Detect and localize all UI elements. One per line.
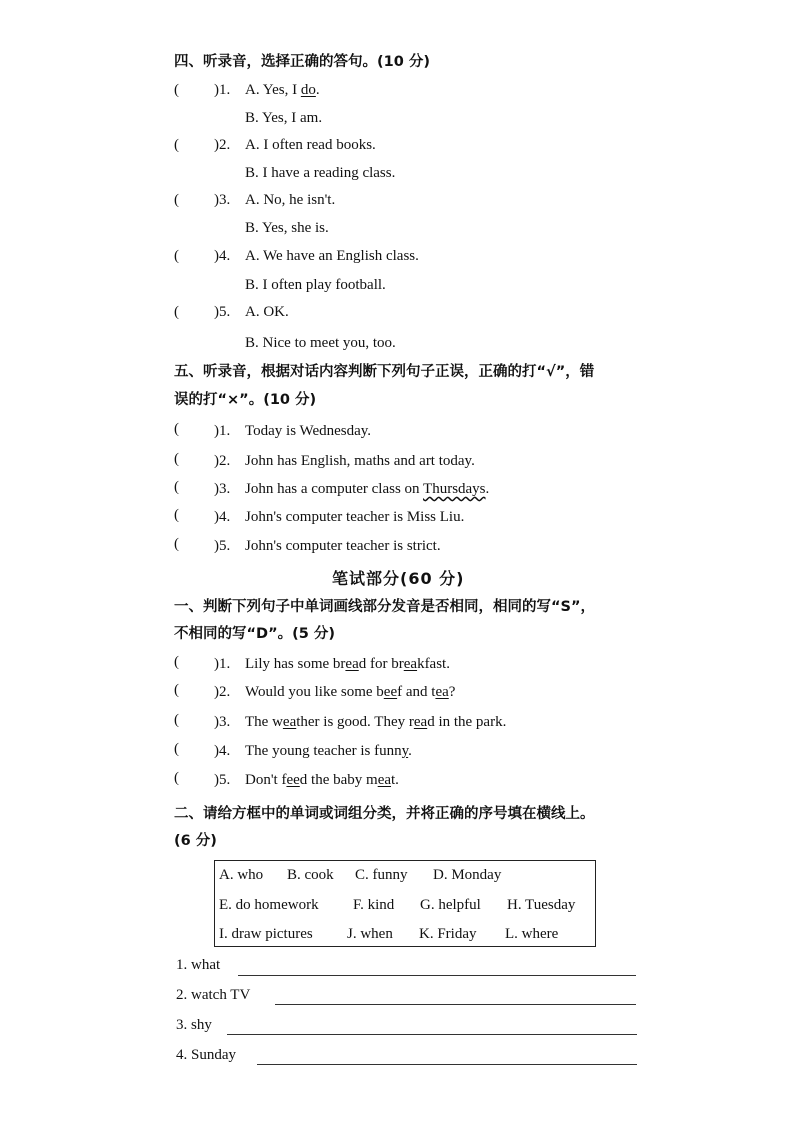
section-heading-w1: 一、判断下列句子中单词画线部分发音是否相同，相同的写“S”， (174, 599, 596, 615)
question-number: )4. (214, 743, 231, 759)
answer-line[interactable] (238, 975, 636, 976)
word-option: E. do homework (219, 897, 319, 913)
statement-number: )5. (214, 538, 231, 554)
section-heading-w2: 二、请给方框中的单词或词组分类，并将正确的序号填在横线上。 (174, 806, 595, 822)
statement-number: )1. (214, 423, 231, 439)
phonics-sentence: Lily has some bread for breakfast. (245, 656, 450, 672)
question-number: )3. (214, 714, 231, 730)
option-b: B. Yes, I am. (245, 110, 323, 126)
option-b: B. I have a reading class. (245, 165, 396, 181)
question-number: )1. (214, 656, 231, 672)
answer-blank[interactable]: ( (174, 654, 179, 670)
statement-text: John's computer teacher is strict. (245, 538, 441, 554)
question-number: )5. (214, 772, 231, 788)
section-heading-w2-cont: (6 分) (174, 833, 217, 849)
option-b: B. Yes, she is. (245, 220, 329, 236)
section-heading-w1-cont: 不相同的写“D”。(5 分) (174, 626, 335, 642)
statement-text: John has a computer class on Thursdays. (245, 481, 490, 497)
option-a: A. No, he isn't. (245, 192, 336, 208)
answer-blank[interactable]: ( (174, 712, 179, 728)
phonics-sentence: The young teacher is funny. (245, 743, 412, 759)
word-option: C. funny (355, 867, 408, 883)
statement-text: John's computer teacher is Miss Liu. (245, 509, 465, 525)
question-number: )2. (214, 684, 231, 700)
answer-line[interactable] (275, 1004, 636, 1005)
word-option: F. kind (353, 897, 395, 913)
answer-blank[interactable]: ( (174, 741, 179, 757)
question-number: )1. (214, 82, 231, 98)
answer-blank[interactable]: ( (174, 248, 179, 264)
section-heading-part5-cont: 误的打“×”。(10 分) (174, 392, 317, 408)
answer-blank[interactable]: ( (174, 451, 179, 467)
word-option: I. draw pictures (219, 926, 313, 942)
answer-blank[interactable]: ( (174, 192, 179, 208)
word-option: H. Tuesday (507, 897, 576, 913)
option-b: B. Nice to meet you, too. (245, 335, 396, 351)
answer-blank[interactable]: ( (174, 770, 179, 786)
word-option: L. where (505, 926, 559, 942)
word-option: K. Friday (419, 926, 477, 942)
answer-blank[interactable]: ( (174, 421, 179, 437)
category-label: 1. what (176, 957, 221, 973)
statement-number: )3. (214, 481, 231, 497)
word-box (214, 860, 596, 947)
category-label: 4. Sunday (176, 1047, 236, 1063)
option-a: A. We have an English class. (245, 248, 419, 264)
answer-line[interactable] (227, 1034, 637, 1035)
statement-number: )4. (214, 509, 231, 525)
question-number: )3. (214, 192, 231, 208)
answer-blank[interactable]: ( (174, 682, 179, 698)
option-a: A. OK. (245, 304, 289, 320)
question-number: )5. (214, 304, 231, 320)
statement-text: Today is Wednesday. (245, 423, 372, 439)
answer-blank[interactable]: ( (174, 304, 179, 320)
written-section-title: 笔试部分(60 分) (332, 569, 465, 588)
phonics-sentence: Would you like some beef and tea? (245, 684, 456, 700)
category-label: 3. shy (176, 1017, 212, 1033)
statement-text: John has English, maths and art today. (245, 453, 475, 469)
category-label: 2. watch TV (176, 987, 251, 1003)
section-heading-part4: 四、听录音，选择正确的答句。(10 分) (174, 54, 430, 70)
question-number: )4. (214, 248, 231, 264)
phonics-sentence: The weather is good. They read in the park. (245, 714, 507, 730)
answer-line[interactable] (257, 1064, 637, 1065)
answer-blank[interactable]: ( (174, 479, 179, 495)
answer-blank[interactable]: ( (174, 137, 179, 153)
question-number: )2. (214, 137, 231, 153)
word-option: J. when (347, 926, 393, 942)
word-option: D. Monday (433, 867, 502, 883)
statement-number: )2. (214, 453, 231, 469)
word-option: A. who (219, 867, 264, 883)
option-a: A. Yes, I do. (245, 82, 320, 98)
word-option: B. cook (287, 867, 334, 883)
word-option: G. helpful (420, 897, 481, 913)
section-heading-part5: 五、听录音，根据对话内容判断下列句子正误，正确的打“√”，错 (174, 364, 595, 380)
option-a: A. I often read books. (245, 137, 376, 153)
answer-blank[interactable]: ( (174, 536, 179, 552)
option-b: B. I often play football. (245, 277, 386, 293)
answer-blank[interactable]: ( (174, 82, 179, 98)
answer-blank[interactable]: ( (174, 507, 179, 523)
phonics-sentence: Don't feed the baby meat. (245, 772, 399, 788)
